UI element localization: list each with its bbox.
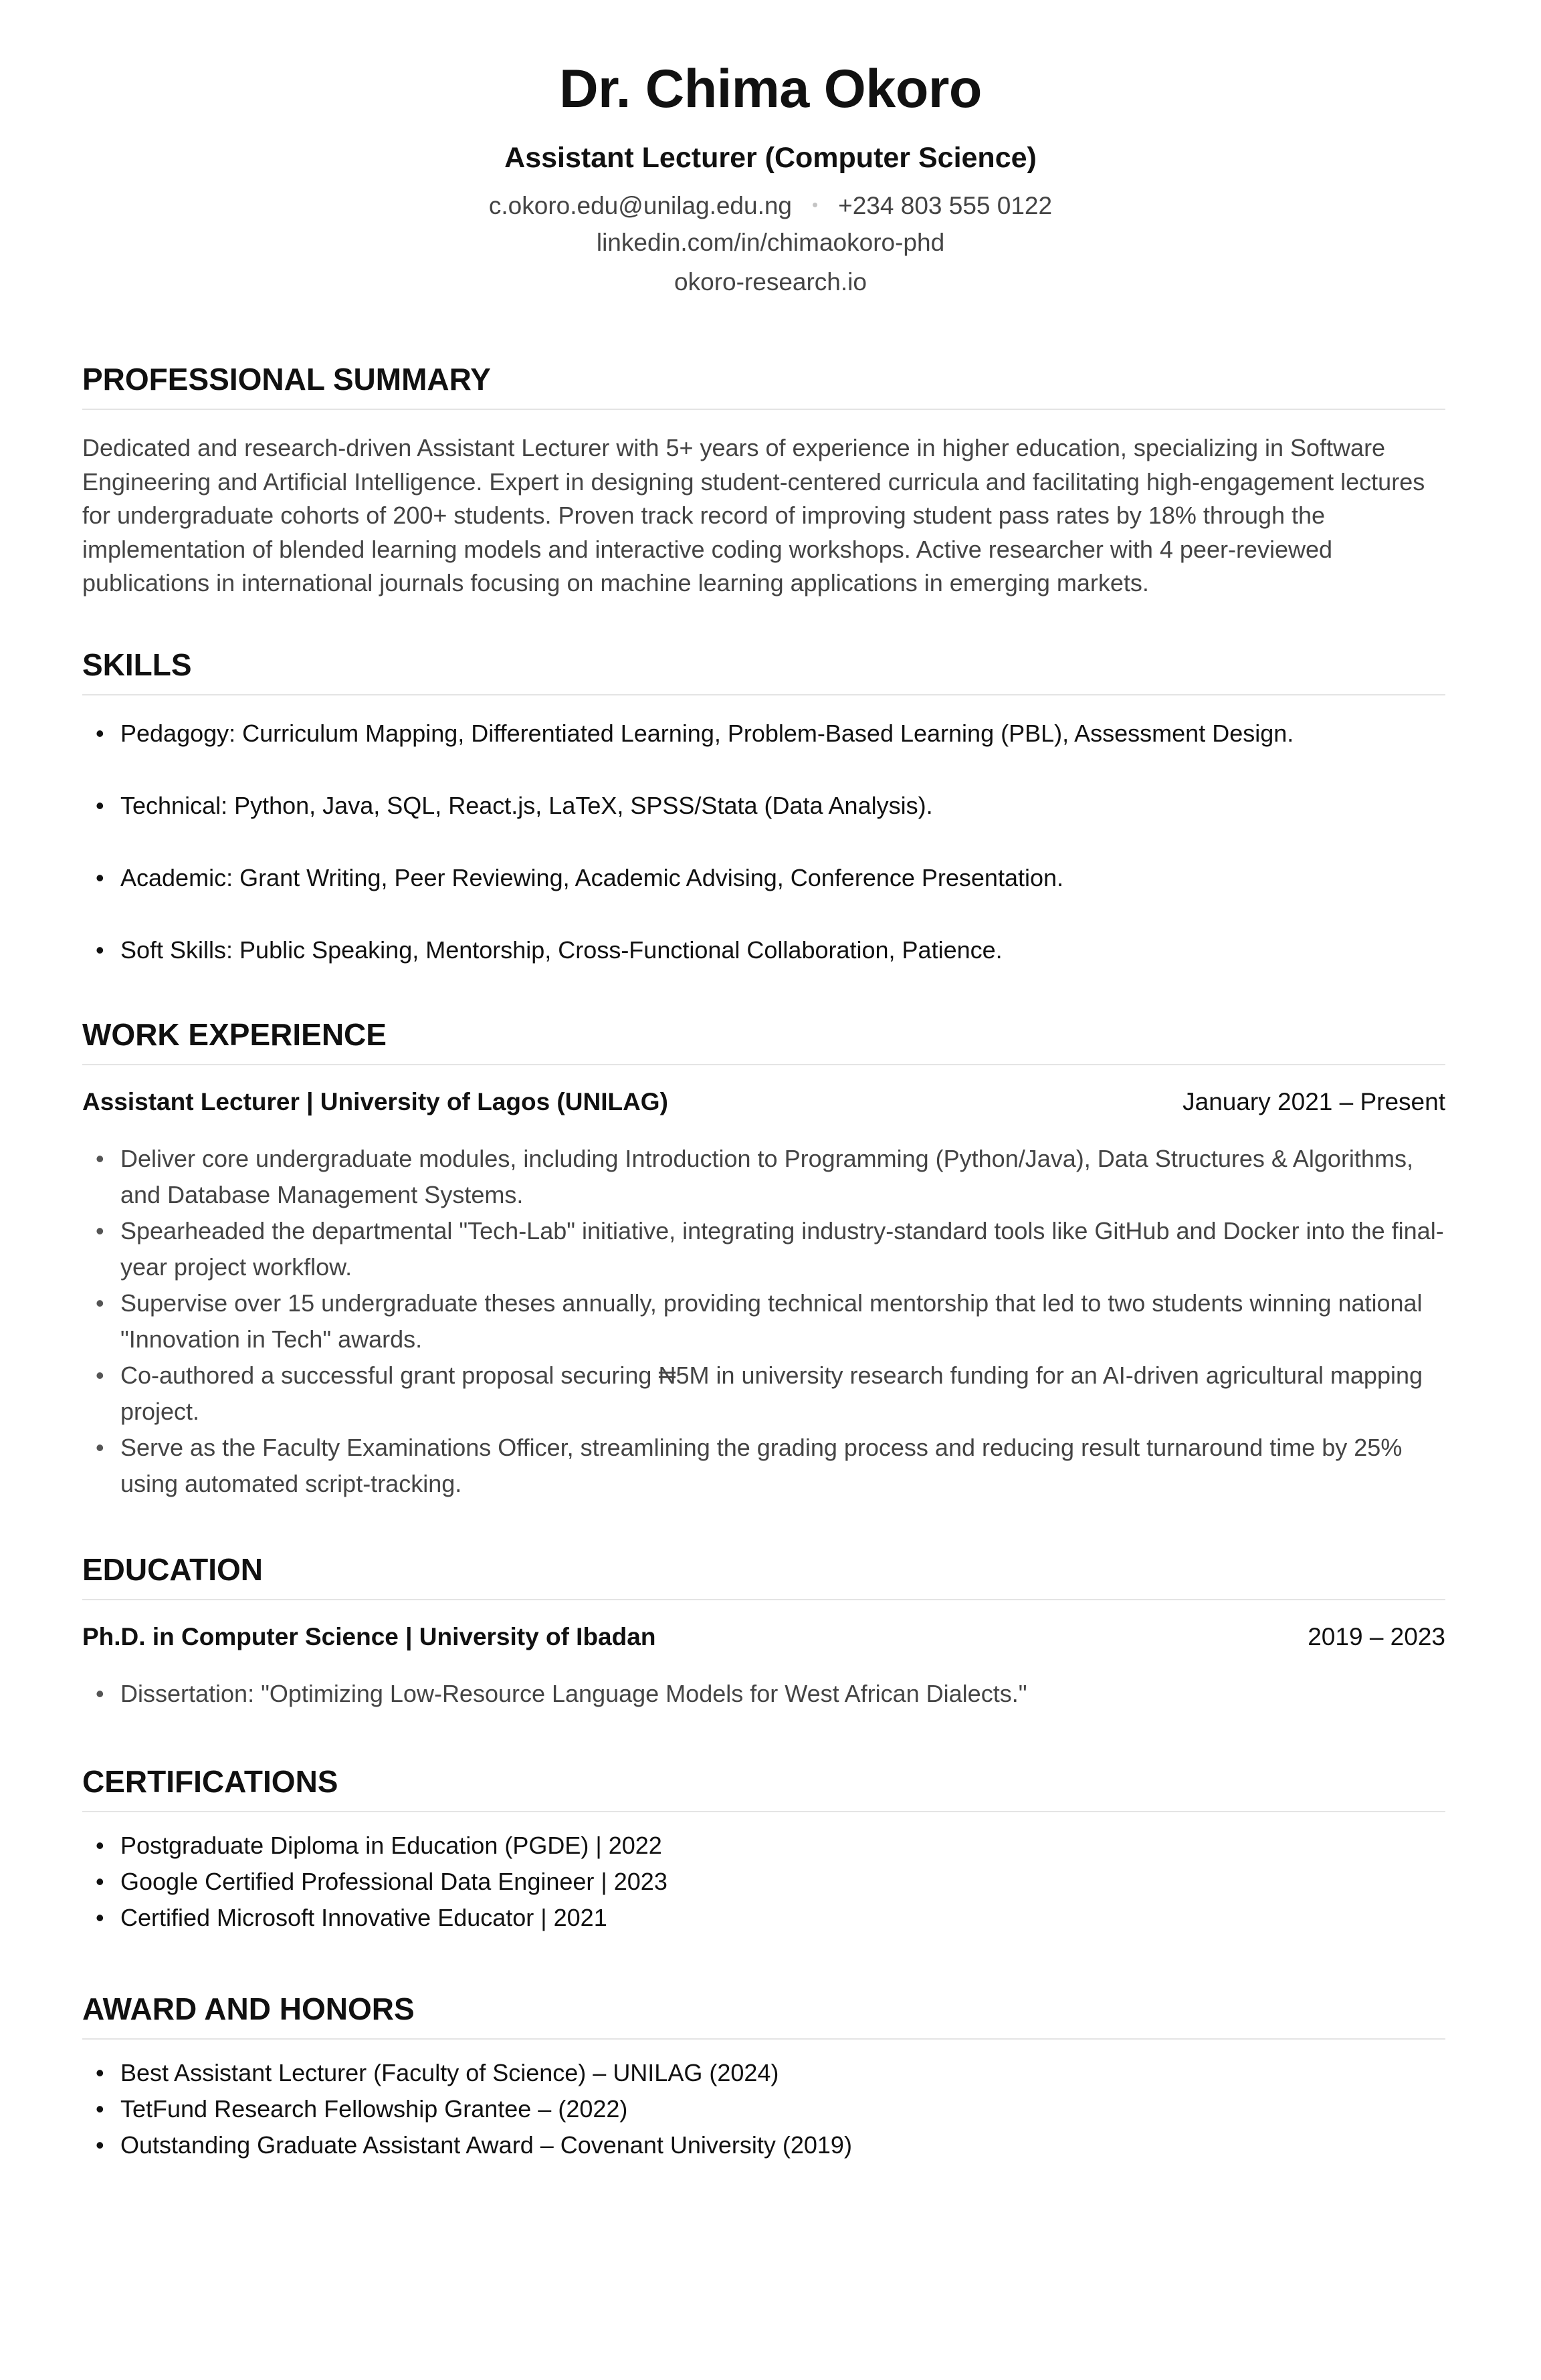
section-divider <box>82 1811 1445 1812</box>
bullet-icon: • <box>96 1832 104 1859</box>
experience-entry-header <box>82 1084 1445 1120</box>
list-item <box>82 1213 1445 1285</box>
candidate-title: Assistant Lecturer (Computer Science) <box>504 142 1037 174</box>
bullet-icon: • <box>96 2059 104 2086</box>
bullet-icon: • <box>96 1145 104 1172</box>
award-text: Best Assistant Lecturer (Faculty of Science) – UNILAG (2024) <box>120 2059 779 2086</box>
list-item <box>82 1141 1445 1213</box>
certifications-list <box>82 1828 1445 1936</box>
skill-text: Academic: Grant Writing, Peer Reviewing, Academic Advising, Conference Presentation. <box>120 864 1064 891</box>
degree-dates: 2019 – 2023 <box>1308 1623 1445 1650</box>
section-divider <box>82 2038 1445 2040</box>
skills-list <box>82 717 1445 1006</box>
list-item <box>82 1430 1445 1502</box>
list-item <box>82 1828 1445 1864</box>
list-item <box>82 1358 1445 1430</box>
bullet-icon: • <box>96 1680 104 1707</box>
certification-text: Certified Microsoft Innovative Educator | 2021 <box>120 1904 607 1931</box>
bullet-icon: • <box>96 1217 104 1245</box>
duty-text: Spearheaded the departmental "Tech-Lab" initiative, integrating industry-standard tools like GitHub and Docker into the final-year project workflow. <box>120 1217 1444 1281</box>
list-item <box>82 2091 1445 2127</box>
awards-list <box>82 2055 1445 2163</box>
list-item <box>82 861 1445 934</box>
email-link[interactable]: c.okoro.edu@unilag.edu.ng <box>488 192 793 219</box>
section-divider <box>82 1599 1445 1600</box>
bullet-icon: • <box>96 1904 104 1931</box>
bullet-icon: • <box>96 792 104 819</box>
duty-text: Serve as the Faculty Examinations Officer, streamlining the grading process and reducing result turnaround time by 25% using automated script-tracking. <box>120 1434 1403 1497</box>
list-item <box>82 1864 1445 1900</box>
experience-list <box>82 1141 1445 1502</box>
list-item <box>82 717 1445 789</box>
separator-dot: • <box>812 195 819 215</box>
skill-text: Technical: Python, Java, SQL, React.js, LaTeX, SPSS/Stata (Data Analysis). <box>120 792 933 819</box>
degree-title: Ph.D. in Computer Science | University of Ibadan <box>82 1623 656 1650</box>
section-heading: SKILLS <box>82 647 192 682</box>
education-list <box>82 1676 1445 1712</box>
website-link[interactable]: okoro-research.io <box>674 268 867 296</box>
section-heading: AWARD AND HONORS <box>82 1991 415 2026</box>
duty-text: Supervise over 15 undergraduate theses annually, providing technical mentorship that led to two students winning national "Innovation in Tech" awards. <box>120 1289 1423 1353</box>
bullet-icon: • <box>96 720 104 747</box>
certification-text: Google Certified Professional Data Engineer | 2023 <box>120 1868 667 1895</box>
section-divider <box>82 409 1445 410</box>
award-text: Outstanding Graduate Assistant Award – Covenant University (2019) <box>120 2131 852 2159</box>
certification-text: Postgraduate Diploma in Education (PGDE) | 2022 <box>120 1832 662 1859</box>
duty-text: Deliver core undergraduate modules, including Introduction to Programming (Python/Java), Data Structures & Algorithms, and Database Management Systems. <box>120 1145 1413 1208</box>
list-item <box>82 1285 1445 1358</box>
education-entry-header <box>82 1619 1445 1655</box>
contact-row-primary <box>0 189 1541 225</box>
list-item <box>82 1676 1445 1712</box>
summary-text: Dedicated and research-driven Assistant Lecturer with 5+ years of experience in higher education, specializing in Software Engineering and Artificial Intelligence. Expert in designing student-centered curricula and facilitating high-engagement lectures for undergraduate cohorts of 200+ students. Proven track record of improving student pass rates by 18% through the implementation of blended learning models and interactive coding workshops. Active researcher with 4 peer-reviewed publications in international journals focusing on machine learning applications in emerging markets. <box>82 434 1425 597</box>
section-divider <box>82 694 1445 695</box>
bullet-icon: • <box>96 1868 104 1895</box>
bullet-icon: • <box>96 1434 104 1461</box>
bullet-icon: • <box>96 1362 104 1389</box>
award-text: TetFund Research Fellowship Grantee – (2022) <box>120 2095 628 2123</box>
section-heading: EDUCATION <box>82 1552 264 1587</box>
skill-text: Pedagogy: Curriculum Mapping, Differentiated Learning, Problem-Based Learning (PBL), Assessment Design. <box>120 720 1294 747</box>
list-item <box>82 789 1445 861</box>
bullet-icon: • <box>96 1289 104 1317</box>
list-item <box>82 2127 1445 2163</box>
list-item <box>82 934 1445 1006</box>
job-dates: January 2021 – Present <box>1183 1088 1445 1115</box>
list-item <box>82 1900 1445 1936</box>
bullet-icon: • <box>96 864 104 891</box>
job-role: Assistant Lecturer | University of Lagos (UNILAG) <box>82 1088 668 1115</box>
candidate-name: Dr. Chima Okoro <box>559 59 982 119</box>
section-heading: CERTIFICATIONS <box>82 1764 338 1799</box>
bullet-icon: • <box>96 936 104 964</box>
bullet-icon: • <box>96 2131 104 2159</box>
dissertation-text: Dissertation: "Optimizing Low-Resource Language Models for West African Dialects." <box>120 1680 1027 1707</box>
phone-number[interactable]: +234 803 555 0122 <box>838 192 1053 219</box>
list-item <box>82 2055 1445 2091</box>
section-heading: WORK EXPERIENCE <box>82 1017 387 1052</box>
bullet-icon: • <box>96 2095 104 2123</box>
section-divider <box>82 1064 1445 1065</box>
section-heading: PROFESSIONAL SUMMARY <box>82 362 491 397</box>
linkedin-link[interactable]: linkedin.com/in/chimaokoro-phd <box>596 229 945 256</box>
duty-text: Co-authored a successful grant proposal securing ₦5M in university research funding for an AI-driven agricultural mapping project. <box>120 1362 1423 1425</box>
skill-text: Soft Skills: Public Speaking, Mentorship, Cross-Functional Collaboration, Patience. <box>120 936 1003 964</box>
